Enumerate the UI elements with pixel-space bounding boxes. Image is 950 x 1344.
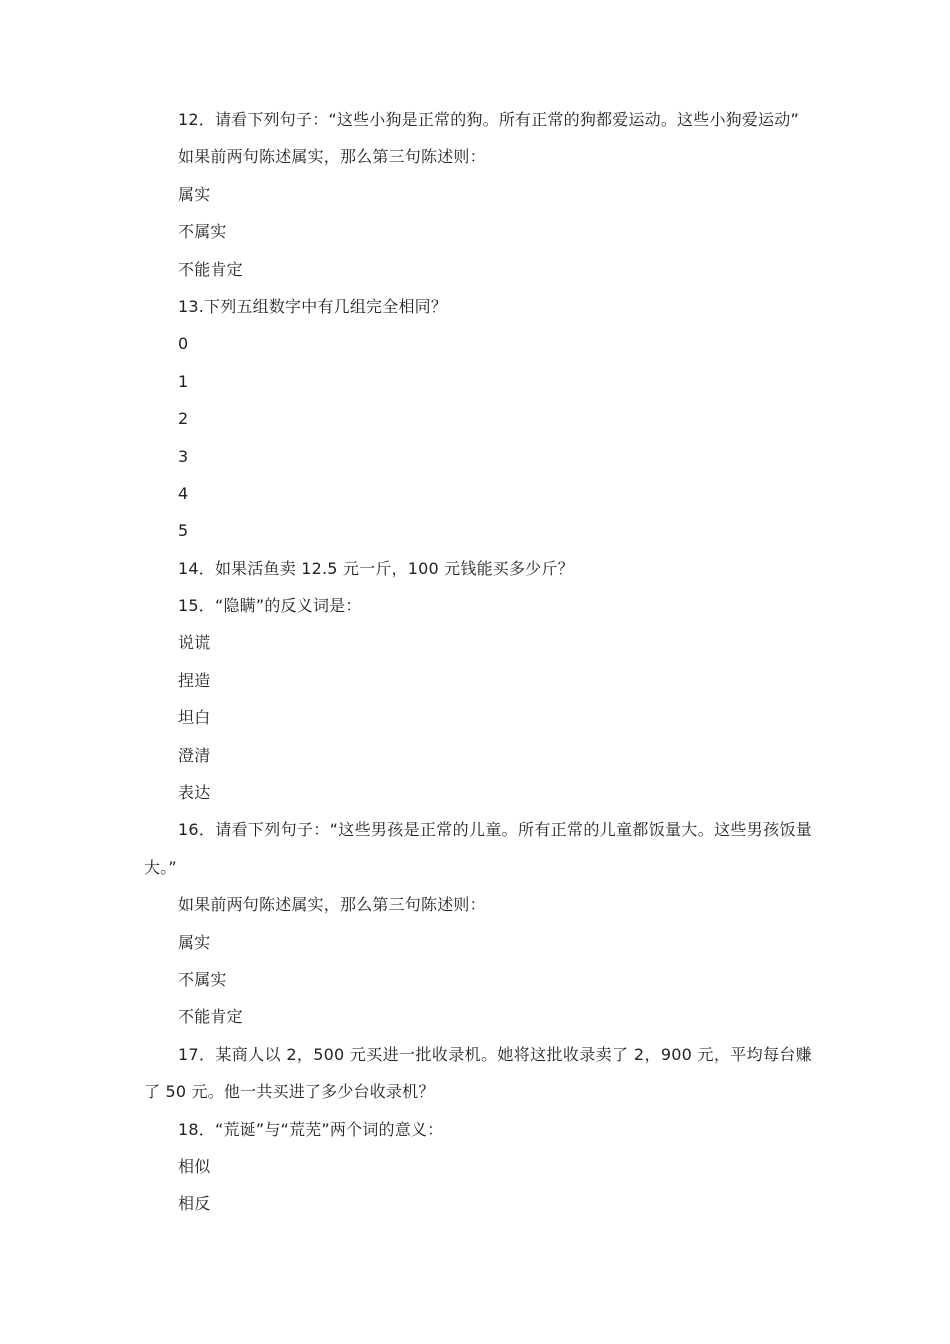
question-14-stem: 14．如果活鱼卖 12.5 元一斤，100 元钱能买多少斤？ [178,558,574,578]
question-13-option: 0 [178,334,189,354]
question-16-prompt: 如果前两句陈述属实，那么第三句陈述则： [178,895,486,915]
question-12-stem: 12．请看下列句子：“这些小狗是正常的狗。所有正常的狗都爱运动。这些小狗爱运动” [178,110,799,129]
question-18-stem: 18．“荒诞”与“荒芜”两个词的意义： [178,1119,444,1139]
question-15-option: 坦白 [178,708,211,728]
question-18-option: 相反 [178,1194,211,1214]
question-18-option: 相似 [178,1157,211,1176]
question-13-option: 5 [178,521,189,541]
question-16-option: 不能肯定 [178,1007,243,1027]
question-15-option: 表达 [178,783,211,803]
question-17-stem: 17．某商人以 2，500 元买进一批收录机。她将这批收录卖了 2，900 元，平均每台赚了 50 元。他一共买进了多少台收录机？ [144,1044,812,1102]
question-16-option: 属实 [178,932,211,952]
question-12-option: 属实 [178,184,211,204]
question-13-option: 4 [178,483,189,503]
question-13-option: 3 [178,446,189,466]
question-15-option: 捏造 [178,670,211,690]
question-15-option: 说谎 [178,633,211,653]
document-body [144,101,812,1223]
question-12-prompt: 如果前两句陈述属实，那么第三句陈述则： [178,147,486,167]
question-16-stem: 16．请看下列句子：“这些男孩是正常的儿童。所有正常的儿童都饭量大。这些男孩饭量大。” [144,820,812,877]
question-12-option: 不能肯定 [178,259,243,279]
question-12-option: 不属实 [178,222,227,242]
question-13-option: 2 [178,409,189,429]
question-13-option: 1 [178,371,189,391]
question-13-stem: 13.下列五组数字中有几组完全相同？ [178,296,448,316]
question-16-option: 不属实 [178,970,227,990]
question-15-stem: 15．“隐瞒”的反义词是： [178,596,362,616]
question-15-option: 澄清 [178,745,211,765]
